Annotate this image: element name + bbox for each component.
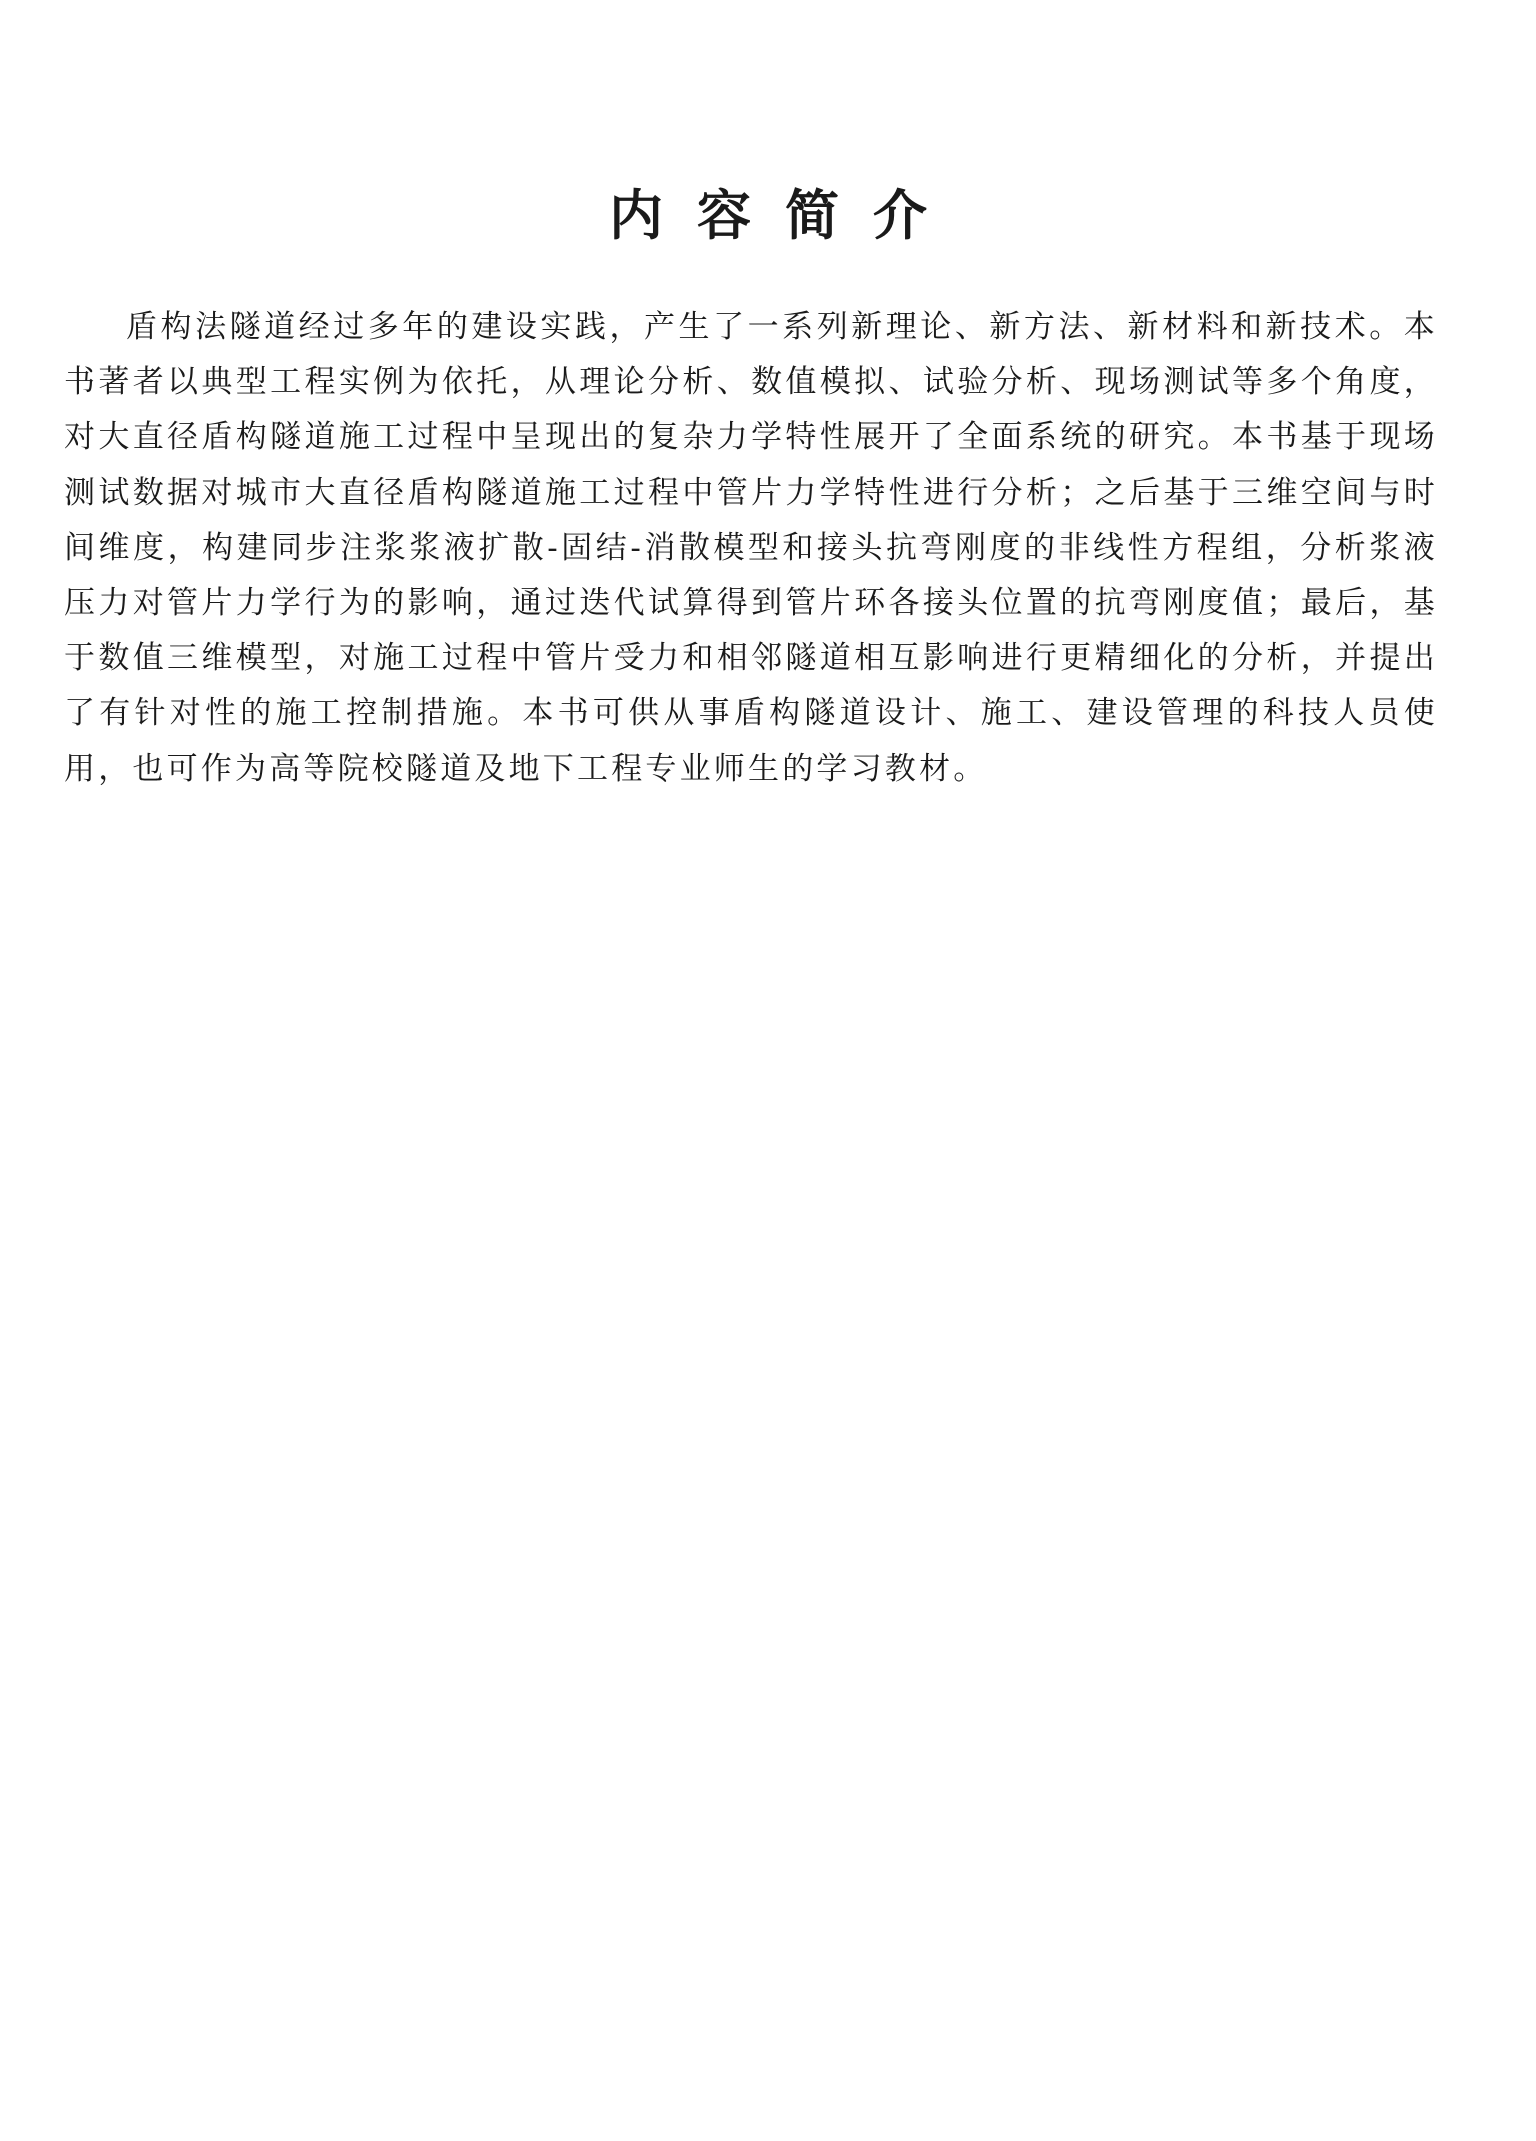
summary-paragraph: 盾构法隧道经过多年的建设实践，产生了一系列新理论、新方法、新材料和新技术。本书著者以典型工程实例为依托，从理论分析、数值模拟、试验分析、现场测试等多个角度，对大直径盾构隧道施工过程中呈现出的复杂力学特性展开了全面系统的研究。本书基于现场测试数据对城市大直径盾构隧道施工过程中管片力学特性进行分析；之后基于三维空间与时间维度，构建同步注浆浆液扩散-固结-消散模型和接头抗弯刚度的非线性方程组，分析浆液压力对管片力学行为的影响，通过迭代试算得到管片环各接头位置的抗弯刚度值；最后，基于数值三维模型，对施工过程中管片受力和相邻隧道相互影响进行更精细化的分析，并提出了有针对性的施工控制措施。本书可供从事盾构隧道设计、施工、建设管理的科技人员使用，也可作为高等院校隧道及地下工程专业师生的学习教材。 — [64, 309, 1438, 787]
page-title: 内容简介 — [609, 184, 961, 248]
